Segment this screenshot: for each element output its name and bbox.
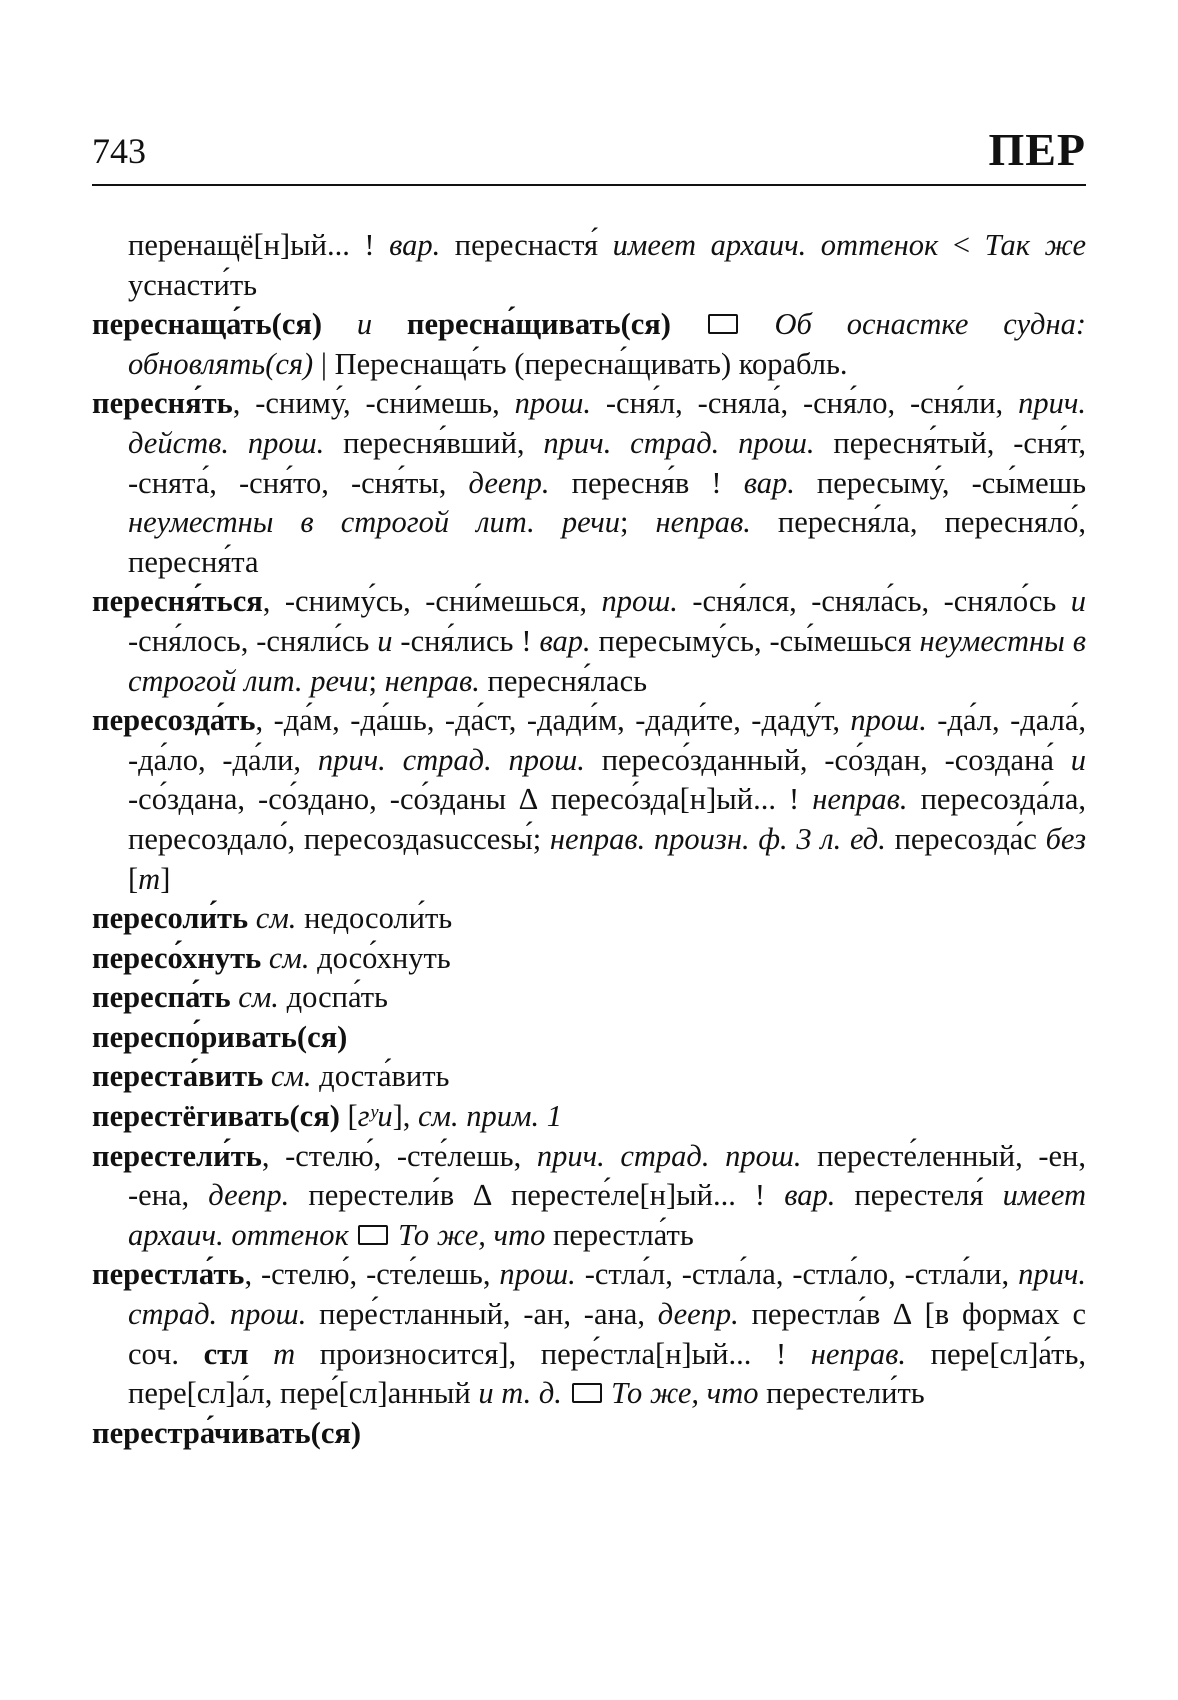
entry-text: переснастя́ (440, 228, 613, 262)
entry-text: пересыму́сь, -сы́мешься (590, 623, 920, 658)
entry-text (740, 307, 775, 341)
grammar-note: прич. страд. прош. (536, 1138, 802, 1173)
headword: перестла́ть (92, 1257, 245, 1292)
entry-text: доспа́ть (278, 980, 388, 1015)
grammar-note: Так же (984, 228, 1087, 262)
entry-text: пересозда́ла, пересоздало́, пересоздаsuccesы́; (128, 782, 1087, 856)
entry-text: ], (392, 1099, 419, 1134)
entry-text: -сня́лось, -сняли́сь (128, 623, 378, 658)
grammar-note: деепр. (657, 1297, 739, 1332)
grammar-note: без (1045, 821, 1086, 856)
entry-text: | Переснаща́ть (пересна́щивать) корабль. (313, 346, 848, 381)
entry-text: перестла́в ∆ [в формах с соч. (128, 1297, 1086, 1371)
grammar-note: То же, что (398, 1217, 546, 1252)
grammar-note: неуместны в строгой лит. речи (128, 623, 1086, 698)
headword: перестёгивать(ся) (92, 1099, 340, 1134)
grammar-note: и (1070, 742, 1086, 777)
entry-text: пере́стланный, -ан, -ана, (306, 1297, 658, 1332)
grammar-note: имеет архаич. оттенок (612, 228, 939, 262)
entry-text: пересня́вший, (324, 425, 544, 460)
entry-text (671, 307, 706, 341)
dictionary-entry (92, 1097, 1086, 1137)
entry-text (261, 941, 269, 975)
grammar-note: неправ. (810, 1336, 907, 1371)
entry-text: -со́здана, -со́здано, -со́зданы ∆ пересо́зда[н]ый... ! (128, 782, 813, 817)
dictionary-entry (92, 978, 1086, 1018)
entry-text (372, 307, 407, 341)
grammar-note: вар. (784, 1178, 836, 1213)
grammar-note: прич. действ. прош. (128, 386, 1086, 460)
entry-text: перенащё[н]ый... ! (128, 228, 390, 262)
grammar-note: неправ. (655, 505, 751, 540)
grammar-note: вар. (539, 623, 591, 658)
grammar-note: прош. (601, 584, 678, 619)
entry-text: пересыму́, -сы́мешь (794, 465, 1087, 500)
guide-word: ПЕР (988, 124, 1086, 175)
entry-text (562, 1376, 570, 1410)
entry-text: < (938, 228, 985, 262)
headword: переспо́ривать(ся) (92, 1019, 348, 1054)
entry-text (390, 1218, 398, 1252)
entry-text: пересня́в ! (549, 465, 744, 500)
grammar-note: прош. (850, 703, 927, 738)
entry-text: перестели́в ∆ пересте́ле[н]ый... ! (289, 1178, 785, 1213)
headword: пересня́ть (92, 386, 233, 421)
entry-text (248, 1337, 273, 1371)
grammar-note: прич. страд. прош. (317, 742, 585, 777)
page-number: 743 (92, 131, 146, 171)
entry-text: , -сниму́сь, -сни́мешься, (262, 584, 602, 619)
dictionary-entry (92, 939, 1086, 979)
entry-text: , -да́м, -да́шь, -да́ст, -дади́м, -дади́те, -даду́т, (255, 703, 851, 738)
entry-text: [ (128, 861, 139, 896)
entry-text: ; (620, 505, 656, 540)
entry-text: перестели́ть (758, 1376, 925, 1411)
entry-text: , -стелю́, -сте́лешь, (244, 1257, 500, 1292)
entry-text: произносится], пере́стла[н]ый... ! (295, 1336, 811, 1371)
grammar-note: см. (255, 901, 297, 936)
dictionary-entry (92, 226, 1086, 305)
entry-text: пересте́ленный, -ен, -ена, (128, 1138, 1086, 1213)
entry-text: -да́л, -дала́, -да́ло, -да́ли, (128, 703, 1086, 777)
grammar-note: прич. страд. прош. (128, 1257, 1086, 1332)
entry-text: перестла́ть (545, 1217, 694, 1252)
entry-text (248, 901, 256, 935)
entry-text: , -сниму́, -сни́мешь, (232, 386, 515, 421)
grammar-note: см. (270, 1059, 312, 1094)
grammar-note: и (356, 307, 373, 342)
entry-text: ; (368, 663, 385, 698)
definition-box-icon (708, 314, 738, 334)
grammar-note: неправ. произн. ф. 3 л. ед. (549, 821, 886, 856)
dictionary-entry (92, 384, 1086, 582)
grammar-note: и (1070, 584, 1086, 619)
entry-text: пересозда́с (885, 821, 1046, 856)
grammar-note: и т. д. (478, 1376, 562, 1411)
dictionary-entry (92, 899, 1086, 939)
grammar-note: прич. страд. прош. (543, 425, 815, 460)
dictionary-entry (92, 1414, 1086, 1454)
entry-list (92, 226, 1086, 1453)
entry-text: пересо́зданный, -со́здан, -создана́ (584, 742, 1071, 777)
headword: пересна́щивать(ся) (406, 307, 671, 342)
dictionary-entry (92, 1137, 1086, 1256)
entry-text: , -стелю́, -сте́лешь, (261, 1138, 537, 1173)
entry-text: -сня́лся, -сняла́сь, -сняло́сь (677, 584, 1071, 619)
grammar-note: прош. (499, 1257, 576, 1292)
dictionary-entry (92, 305, 1086, 384)
grammar-note: и (377, 623, 393, 658)
grammar-note: деепр. (468, 465, 550, 500)
headword: пересозда́ть (92, 703, 256, 738)
grammar-note: см. (268, 940, 310, 975)
headword: стл (203, 1336, 249, 1371)
entry-text: -стла́л, -стла́ла, -стла́ло, -стла́ли, (575, 1257, 1019, 1292)
entry-text (349, 1218, 357, 1252)
grammar-note: неправ. (812, 782, 908, 817)
page-header (92, 118, 1086, 186)
headword: пересо́хнуть (92, 940, 262, 975)
entry-text: -сня́лись ! (392, 623, 540, 658)
grammar-note: То же, что (611, 1376, 759, 1411)
dictionary-entry (92, 1018, 1086, 1058)
grammar-note: имеет архаич. оттенок (128, 1178, 1086, 1252)
grammar-note: прош. (514, 386, 592, 421)
dictionary-entry (92, 701, 1086, 899)
entry-text: доста́вить (311, 1059, 450, 1094)
headword: пересоли́ть (92, 901, 249, 936)
entry-text: уснасти́ть (128, 267, 258, 302)
definition-box-icon (358, 1225, 388, 1245)
grammar-note: деепр. (208, 1178, 290, 1213)
dictionary-entry (92, 1255, 1086, 1413)
entry-text: пересня́лась (479, 663, 648, 698)
headword: перестели́ть (92, 1138, 262, 1173)
entry-text: пересня́тый, -сня́т, -снята́, -сня́то, -сня́ты, (128, 425, 1086, 500)
entry-text: досо́хнуть (309, 940, 451, 975)
headword: пересня́ться (92, 584, 263, 619)
headword: переснаща́ть(ся) (92, 307, 323, 342)
entry-text: перестеля́ (835, 1178, 1003, 1213)
grammar-note: вар. (389, 228, 441, 262)
dictionary-entry (92, 582, 1086, 701)
entry-text: -сня́л, -сняла́, -сня́ло, -сня́ли, (591, 386, 1019, 421)
grammar-note: т (273, 1336, 296, 1371)
grammar-note: неуместны в строгой лит. речи (128, 505, 621, 540)
headword: переспа́ть (92, 980, 231, 1015)
definition-box-icon (572, 1383, 602, 1403)
entry-text (263, 1059, 271, 1093)
headword: переста́вить (92, 1059, 264, 1094)
entry-text (322, 307, 357, 341)
entry-text: [ (339, 1099, 358, 1134)
grammar-note: т (138, 861, 161, 896)
entry-text: ] (160, 861, 171, 896)
headword: перестра́чивать(ся) (92, 1415, 362, 1450)
grammar-note: Об оснастке судна: обновлять(ся) (128, 307, 1087, 381)
entry-text: пересня́ла, пересняло́, пересня́та (128, 505, 1086, 579)
grammar-note: см. (238, 980, 279, 1015)
grammar-note: см. прим. 1 (418, 1099, 562, 1134)
dictionary-entry (92, 1057, 1086, 1097)
grammar-note: гʸи (357, 1099, 393, 1134)
entry-text: недосоли́ть (296, 901, 453, 936)
grammar-note: вар. (743, 465, 795, 500)
entry-text: пере[сл]а́ть, пере[сл]а́л, пере́[сл]анный (128, 1336, 1087, 1411)
grammar-note: неправ. (384, 663, 480, 698)
